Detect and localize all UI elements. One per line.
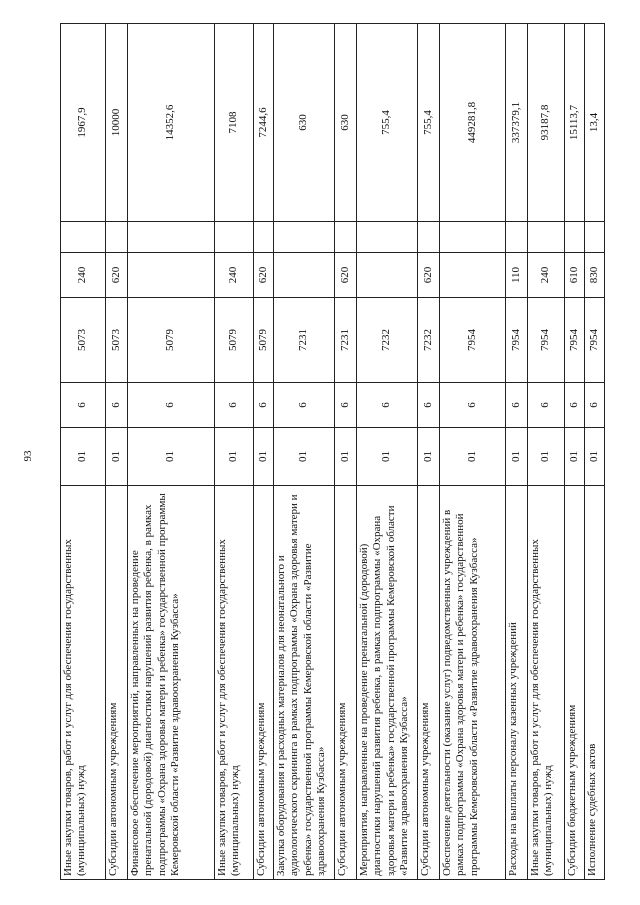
row-code-section: 01 [565, 428, 585, 486]
row-code-section: 01 [61, 428, 106, 486]
row-name: Иные закупки товаров, работ и услуг для обеспечения государственных (муниципальных) нужд [215, 486, 254, 880]
row-code-target: 5079 [128, 298, 215, 383]
row-code-expense-type: 240 [215, 253, 254, 298]
row-code-section: 01 [128, 428, 215, 486]
row-name: Расходы на выплаты персоналу казенных учреждений [506, 486, 528, 880]
row-name: Субсидии бюджетным учреждениям [565, 486, 585, 880]
row-code-subprogram: 6 [440, 383, 506, 428]
row-code-target: 7232 [418, 298, 440, 383]
row-code-expense-type: 830 [585, 253, 605, 298]
row-code-subprogram: 6 [61, 383, 106, 428]
table-row [61, 24, 106, 880]
table-row [215, 24, 254, 880]
row-code-expense-type [357, 253, 418, 298]
row-code-subprogram: 6 [528, 383, 565, 428]
row-code-section: 01 [440, 428, 506, 486]
row-code-target: 5073 [61, 298, 106, 383]
row-code-target: 7954 [440, 298, 506, 383]
row-name: Исполнение судебных актов [585, 486, 605, 880]
row-amount: 93187,8 [528, 24, 565, 222]
row-code-expense-type [128, 253, 215, 298]
row-code-section: 01 [528, 428, 565, 486]
row-code-target: 5079 [254, 298, 274, 383]
row-code-section: 01 [418, 428, 440, 486]
row-code-target: 5079 [215, 298, 254, 383]
row-empty-cell [506, 222, 528, 253]
row-code-target: 7954 [528, 298, 565, 383]
row-amount: 10000 [106, 24, 128, 222]
row-code-expense-type: 620 [254, 253, 274, 298]
table-row [357, 24, 418, 880]
row-name: Субсидии автономным учреждениям [254, 486, 274, 880]
row-amount: 449281,8 [440, 24, 506, 222]
row-code-target: 7231 [274, 298, 335, 383]
row-empty-cell [357, 222, 418, 253]
row-empty-cell [215, 222, 254, 253]
row-amount: 7244,6 [254, 24, 274, 222]
row-name: Мероприятия, направленные на проведение пренатальной (дородовой) диагностики нарушений развития ребенка, в рамках подпрограммы «Охрана здоровья матери и ребенка» государственной программы Кемеровской области «Развитие здравоохранения Кузбасса» [357, 486, 418, 880]
row-name: Иные закупки товаров, работ и услуг для обеспечения государственных (муниципальных) нужд [61, 486, 106, 880]
row-code-section: 01 [335, 428, 357, 486]
table-row [440, 24, 506, 880]
row-empty-cell [106, 222, 128, 253]
row-code-subprogram: 6 [128, 383, 215, 428]
row-code-section: 01 [357, 428, 418, 486]
row-code-target: 7231 [335, 298, 357, 383]
row-code-subprogram: 6 [357, 383, 418, 428]
row-name: Закупка оборудования и расходных материалов для неонатального и аудиологического скрининга в рамках подпрограммы «Охрана здоровья матери и ребенка» государственной программы Кемеровской области «Развитие здравоохранения Кузбасса» [274, 486, 335, 880]
row-name: Субсидии автономным учреждениям [106, 486, 128, 880]
row-amount: 7108 [215, 24, 254, 222]
row-code-subprogram: 6 [565, 383, 585, 428]
table-row [506, 24, 528, 880]
row-code-expense-type: 240 [528, 253, 565, 298]
row-empty-cell [335, 222, 357, 253]
row-code-section: 01 [106, 428, 128, 486]
row-amount: 13,4 [585, 24, 605, 222]
row-empty-cell [565, 222, 585, 253]
row-code-section: 01 [254, 428, 274, 486]
row-code-section: 01 [215, 428, 254, 486]
row-code-section: 01 [274, 428, 335, 486]
row-amount: 755,4 [357, 24, 418, 222]
row-name: Субсидии автономным учреждениям [335, 486, 357, 880]
row-amount: 630 [274, 24, 335, 222]
table-row [335, 24, 357, 880]
row-name: Субсидии автономным учреждениям [418, 486, 440, 880]
row-code-expense-type: 610 [565, 253, 585, 298]
row-code-subprogram: 6 [585, 383, 605, 428]
row-empty-cell [418, 222, 440, 253]
row-code-expense-type [440, 253, 506, 298]
row-code-target: 5073 [106, 298, 128, 383]
row-code-section: 01 [506, 428, 528, 486]
row-code-expense-type: 110 [506, 253, 528, 298]
page-number: 93 [22, 450, 34, 462]
row-empty-cell [128, 222, 215, 253]
row-empty-cell [585, 222, 605, 253]
row-code-subprogram: 6 [274, 383, 335, 428]
row-code-expense-type [274, 253, 335, 298]
row-empty-cell [528, 222, 565, 253]
rotated-page [60, 24, 600, 880]
row-amount: 15113,7 [565, 24, 585, 222]
table-row [565, 24, 585, 880]
budget-table [60, 23, 605, 880]
table-row [585, 24, 605, 880]
row-name: Обеспечение деятельности (оказание услуг) подведомственных учреждений в рамках подпрограммы «Охрана здоровья матери и ребенка» государственной программы Кемеровской области «Развитие здравоохранения Кузбасса» [440, 486, 506, 880]
row-code-expense-type: 620 [335, 253, 357, 298]
table-row [528, 24, 565, 880]
row-amount: 755,4 [418, 24, 440, 222]
table-row [418, 24, 440, 880]
row-code-subprogram: 6 [335, 383, 357, 428]
row-code-expense-type: 620 [418, 253, 440, 298]
row-amount: 337379,1 [506, 24, 528, 222]
row-name: Иные закупки товаров, работ и услуг для обеспечения государственных (муниципальных) нужд [528, 486, 565, 880]
row-code-target: 7954 [506, 298, 528, 383]
row-empty-cell [274, 222, 335, 253]
row-code-expense-type: 620 [106, 253, 128, 298]
row-empty-cell [440, 222, 506, 253]
row-amount: 1967,9 [61, 24, 106, 222]
budget-table-body [61, 24, 605, 880]
row-code-subprogram: 6 [215, 383, 254, 428]
row-code-expense-type: 240 [61, 253, 106, 298]
row-empty-cell [254, 222, 274, 253]
row-name: Финансовое обеспечение мероприятий, направленных на проведение пренатальной (дородовой) диагностики нарушений развития ребенка, в рамках подпрограммы «Охрана здоровья матери и ребенка» государственной программы Кемеровской области «Развитие здравоохранения Кузбасса» [128, 486, 215, 880]
row-code-section: 01 [585, 428, 605, 486]
row-amount: 630 [335, 24, 357, 222]
table-row [128, 24, 215, 880]
row-code-subprogram: 6 [106, 383, 128, 428]
table-row [274, 24, 335, 880]
row-code-target: 7232 [357, 298, 418, 383]
row-amount: 14352,6 [128, 24, 215, 222]
table-row [106, 24, 128, 880]
row-code-target: 7954 [565, 298, 585, 383]
row-code-target: 7954 [585, 298, 605, 383]
row-empty-cell [61, 222, 106, 253]
row-code-subprogram: 6 [418, 383, 440, 428]
row-code-subprogram: 6 [506, 383, 528, 428]
table-row [254, 24, 274, 880]
row-code-subprogram: 6 [254, 383, 274, 428]
